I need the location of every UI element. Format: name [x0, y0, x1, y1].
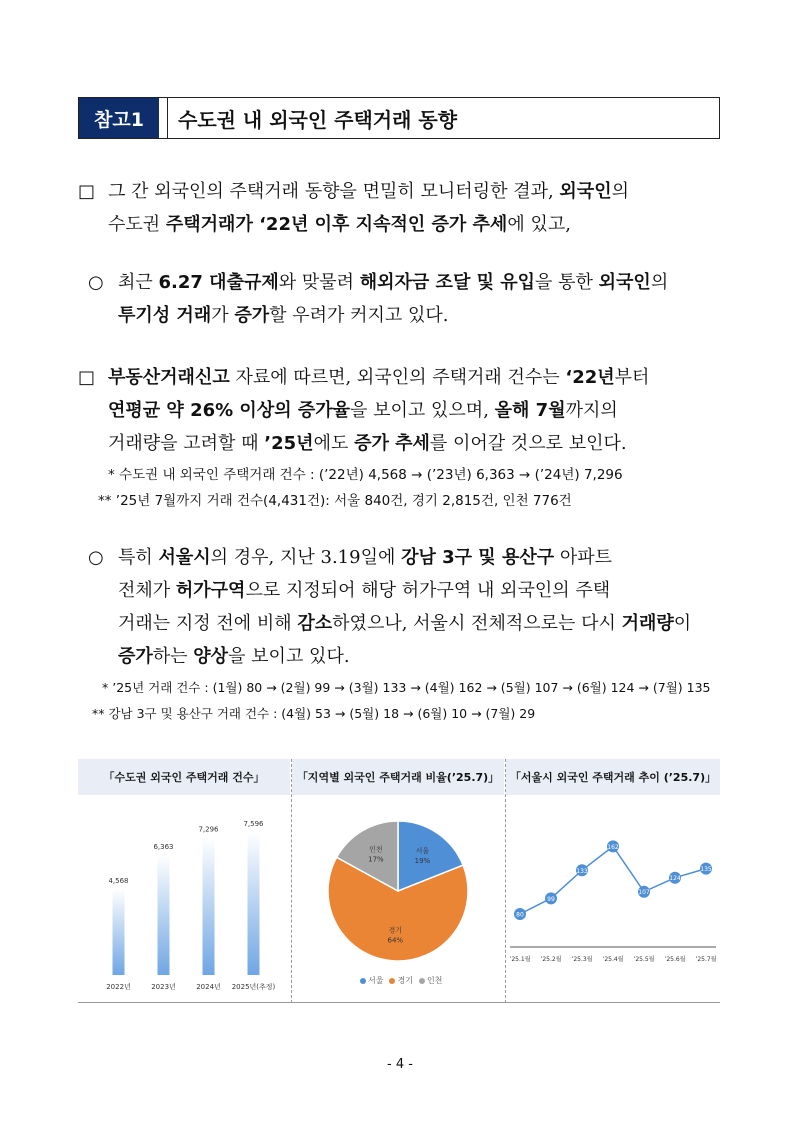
legend-item: [389, 975, 412, 986]
p4-text: 의 경우, 지난 3.19일에: [210, 547, 402, 568]
p2-text: 의: [650, 272, 669, 293]
chart-bottom-rule: [78, 1002, 720, 1003]
p2-bold: 6.27 대출규제: [158, 272, 279, 293]
point-value-label: 124: [669, 875, 681, 883]
bar-category-label: 2025년(추정): [231, 983, 276, 991]
square-bullet-icon: □: [78, 367, 96, 388]
p2-text: 을 통한: [535, 272, 599, 293]
p4-text: 특히: [118, 547, 159, 568]
p3-bold: 올해 7월: [494, 400, 566, 421]
p4-text: 하였으나, 서울시 전체적으로는 다시: [332, 613, 622, 634]
point-value-label: 135: [700, 866, 712, 874]
p3-bold: 연평균 약 26% 이상의 증가율: [108, 400, 351, 421]
legend-label: 경기: [397, 976, 413, 985]
bar-category-label: 2024년: [196, 983, 221, 991]
line-category-label: ’25.1월: [509, 956, 531, 963]
line-chart-box: [506, 759, 720, 1003]
bar-value-label: 6,363: [153, 843, 174, 852]
p4-bold: 증가: [118, 646, 153, 667]
legend-dot-icon: [389, 978, 395, 984]
p4-bold: 강남 3구 및 용산구: [401, 547, 555, 568]
line-category-label: ’25.5월: [633, 956, 655, 963]
pie-slice-value: 19%: [414, 857, 431, 866]
legend-label: 인천: [426, 976, 443, 985]
p4-bold: 거래량: [621, 613, 674, 634]
p1-text: 에 있고,: [507, 214, 571, 235]
bar-category-label: 2023년: [151, 983, 176, 991]
p2-text: 할 우려가 커지고 있다.: [269, 305, 449, 326]
notes-block-1: [98, 462, 738, 514]
pie-chart-box: [292, 759, 504, 1003]
legend-item: [360, 975, 383, 986]
p4-text: 전체가: [118, 580, 176, 601]
p2-bold: 투기성 거래: [118, 305, 212, 326]
p3-text: 까지의: [565, 400, 618, 421]
bar-value-label: 4,568: [108, 877, 129, 886]
pie-slice-value: 64%: [387, 936, 404, 945]
reference-tag: 참고1: [79, 98, 159, 138]
bar: [113, 889, 125, 975]
p1-bold: 외국인: [559, 181, 612, 202]
line-chart: [506, 795, 720, 1003]
pie-chart: [292, 795, 504, 973]
paragraph-4: [88, 541, 728, 673]
bar-chart-box: [78, 759, 290, 1003]
footnote: * ’25년 거래 건수 : (1월) 80 → (2월) 99 → (3월) 133 → (4월) 162 → (5월) 107 → (6월) 124 → (7월) 135: [102, 680, 711, 695]
p3-text: 부터: [614, 367, 650, 388]
point-value-label: 107: [638, 889, 650, 897]
section-header: [78, 97, 720, 139]
point-value-label: 162: [607, 843, 619, 851]
line-category-label: ’25.2월: [540, 956, 562, 963]
footnote: * 수도권 내 외국인 주택거래 건수 : (’22년) 4,568 → (’23년) 6,363 → (’24년) 7,296: [108, 467, 623, 483]
p1-text: 수도권: [108, 214, 166, 235]
p3-bold: ‘22년: [565, 367, 615, 388]
p3-bold: ’25년: [264, 433, 314, 454]
p4-text: 하는: [152, 646, 194, 667]
p3-text: 를 이어갈 것으로 보인다.: [429, 433, 627, 454]
square-bullet-icon: □: [78, 181, 96, 202]
pie-slice-label: 인천: [369, 845, 383, 854]
point-value-label: 80: [516, 911, 524, 919]
paragraph-1: [78, 175, 728, 241]
line-category-label: ’25.7월: [695, 956, 717, 963]
p2-text: 와 맞물려: [278, 272, 360, 293]
point-value-label: 99: [547, 895, 555, 903]
pie-slice-value: 17%: [368, 855, 384, 864]
p4-text: 을 보이고 있다.: [228, 646, 350, 667]
p2-bold: 증가: [234, 305, 270, 326]
page-number: - 4 -: [387, 1057, 413, 1072]
p4-bold: 감소: [297, 613, 333, 634]
point-value-label: 133: [576, 867, 588, 875]
line-chart-title: 「서울시 외국인 주택거래 추이 (’25.7)」: [506, 759, 720, 795]
p4-text: 이: [673, 613, 692, 634]
legend-item: [419, 975, 442, 986]
footnote: ** 강남 3구 및 용산구 거래 건수 : (4월) 53 → (5월) 18 → (6월) 10 → (7월) 29: [92, 706, 536, 721]
p3-text: 자료에 따르면, 외국인의 주택거래 건수는: [229, 367, 566, 388]
line-category-label: ’25.3월: [571, 956, 593, 963]
p2-bold: 외국인: [598, 272, 651, 293]
line-category-label: ’25.6월: [664, 956, 686, 963]
p1-text: 의: [611, 181, 629, 202]
bar: [248, 832, 260, 975]
p3-text: 을 보이고 있으며,: [350, 400, 495, 421]
pie-chart-title: 「지역별 외국인 주택거래 비율(’25.7)」: [292, 759, 504, 795]
line-category-label: ’25.4월: [602, 956, 624, 963]
legend-dot-icon: [419, 978, 425, 984]
p4-bold: 양상: [193, 646, 229, 667]
paragraph-2: [88, 266, 728, 332]
p4-bold: 서울시: [158, 547, 211, 568]
footnote: ** ’25년 7월까지 거래 건수(4,431건): 서울 840건, 경기 2,815건, 인천 776건: [98, 493, 572, 509]
circle-bullet-icon: ○: [88, 272, 104, 293]
p4-bold: 허가구역: [175, 580, 246, 601]
circle-bullet-icon: ○: [88, 547, 104, 568]
p3-bold: 증가 추세: [354, 433, 430, 454]
pie-slice-label: 서울: [415, 847, 430, 856]
bar-category-label: 2022년: [106, 983, 131, 991]
bar: [158, 855, 170, 975]
p2-text: 가: [211, 305, 235, 326]
bar-chart-title: 「수도권 외국인 주택거래 건수」: [78, 759, 290, 795]
notes-block-2: [92, 675, 732, 727]
p4-text: 거래는 지정 전에 비해: [118, 613, 298, 634]
p3-text: 에도: [313, 433, 355, 454]
charts-panel: [78, 759, 720, 1003]
p2-text: 최근: [118, 272, 159, 293]
legend-label: 서울: [368, 976, 384, 985]
p4-text: 으로 지정되어 해당 허가구역 내 외국인의 주택: [245, 580, 611, 601]
p4-text: 아파트: [554, 547, 613, 568]
bar-value-label: 7,296: [198, 825, 219, 834]
legend-dot-icon: [360, 978, 366, 984]
p1-bold: 주택거래가 ‘22년 이후 지속적인 증가 추세: [165, 214, 508, 235]
bar-value-label: 7,596: [243, 820, 264, 829]
p2-bold: 해외자금 조달 및 유입: [359, 272, 536, 293]
pie-slice-label: 경기: [388, 926, 403, 935]
bar-chart: [78, 795, 290, 1003]
p1-text: 그 간 외국인의 주택거래 동향을 면밀히 모니터링한 결과,: [108, 181, 560, 202]
section-title: 수도권 내 외국인 주택거래 동향: [167, 98, 719, 138]
pie-legend: [360, 975, 442, 986]
p3-bold: 부동산거래신고: [108, 367, 230, 388]
bar: [203, 838, 215, 975]
p3-text: 거래량을 고려할 때: [108, 433, 265, 454]
paragraph-3: [78, 361, 728, 460]
